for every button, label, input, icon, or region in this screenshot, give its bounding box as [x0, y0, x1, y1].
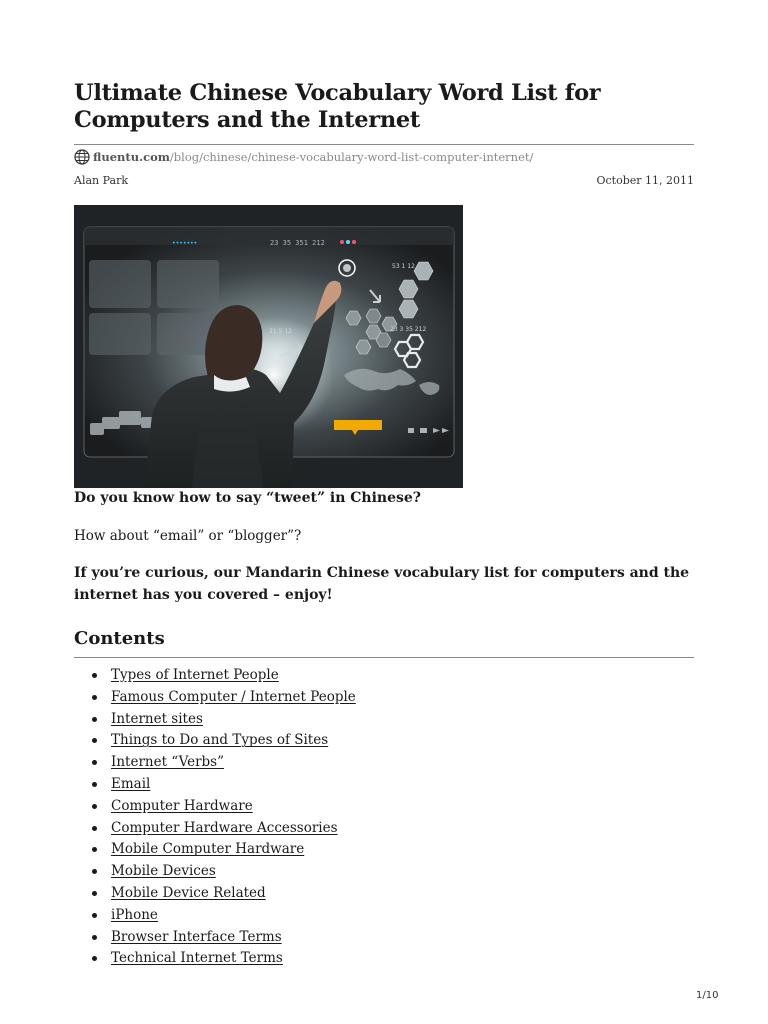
article-title	[74, 80, 694, 134]
toc-item	[92, 860, 356, 882]
toc-link-internet-sites[interactable]: Internet sites	[111, 710, 203, 727]
hero-illustration	[74, 205, 463, 488]
toc-item	[92, 926, 356, 948]
toc-item	[92, 904, 356, 926]
toc-link-internet-verbs[interactable]: Internet “Verbs”	[111, 754, 224, 771]
toc-link-famous-people[interactable]: Famous Computer / Internet People	[111, 688, 356, 705]
toc-item	[92, 947, 356, 969]
author-name: Alan Park	[74, 174, 128, 187]
toc-link-iphone[interactable]: iPhone	[111, 906, 158, 923]
toc-link-mobile-computer-hardware[interactable]: Mobile Computer Hardware	[111, 841, 305, 858]
hero-label-mid-right: 23 3 35 212	[390, 326, 427, 333]
article-title-line-2: Computers and the Internet	[74, 107, 420, 133]
toc-link-computer-hardware[interactable]: Computer Hardware	[111, 797, 253, 814]
toc-item	[92, 773, 356, 795]
intro-paragraph: If you’re curious, our Mandarin Chinese vocabulary list for computers and the internet has you covered – enjoy!	[74, 565, 690, 603]
toc-item	[92, 795, 356, 817]
toc-item	[92, 751, 356, 773]
toc-link-hardware-accessories[interactable]: Computer Hardware Accessories	[111, 819, 338, 836]
contents-heading: Contents	[74, 628, 165, 649]
url-path: /blog/chinese/chinese-vocabulary-word-list-computer-internet/	[169, 150, 534, 164]
hero-label-top-right: 53 1 12	[392, 263, 415, 270]
publish-date: October 11, 2011	[596, 174, 694, 187]
toc-link-technical-internet-terms[interactable]: Technical Internet Terms	[111, 950, 283, 967]
toc-link-things-to-do[interactable]: Things to Do and Types of Sites	[111, 732, 329, 749]
toc-item	[92, 729, 356, 751]
toc-item	[92, 686, 356, 708]
article-title-line-1: Ultimate Chinese Vocabulary Word List for	[74, 80, 601, 106]
toc-item	[92, 664, 356, 686]
toc-item	[92, 817, 356, 839]
lead-question: Do you know how to say “tweet” in Chinese?	[74, 490, 421, 506]
title-divider	[74, 144, 694, 145]
toc-link-types-of-internet-people[interactable]: Types of Internet People	[111, 667, 279, 683]
hero-image	[74, 205, 463, 488]
contents-divider	[74, 657, 694, 658]
toc-link-browser-interface-terms[interactable]: Browser Interface Terms	[111, 928, 282, 945]
toc-link-mobile-devices[interactable]: Mobile Devices	[111, 863, 216, 880]
toc-link-email[interactable]: Email	[111, 775, 151, 792]
hero-dots: •••••••	[172, 240, 198, 247]
globe-icon	[74, 149, 90, 165]
page-number: 1/10	[696, 990, 719, 1001]
follow-question: How about “email” or “blogger”?	[74, 528, 302, 544]
hero-readout: 23 35 351 212	[270, 239, 325, 247]
toc-link-mobile-device-related[interactable]: Mobile Device Related	[111, 884, 266, 901]
toc-item	[92, 882, 356, 904]
url-domain: fluentu.com	[93, 150, 170, 164]
source-url[interactable]	[74, 148, 533, 166]
table-of-contents	[92, 664, 356, 969]
toc-item	[92, 838, 356, 860]
toc-item	[92, 708, 356, 730]
